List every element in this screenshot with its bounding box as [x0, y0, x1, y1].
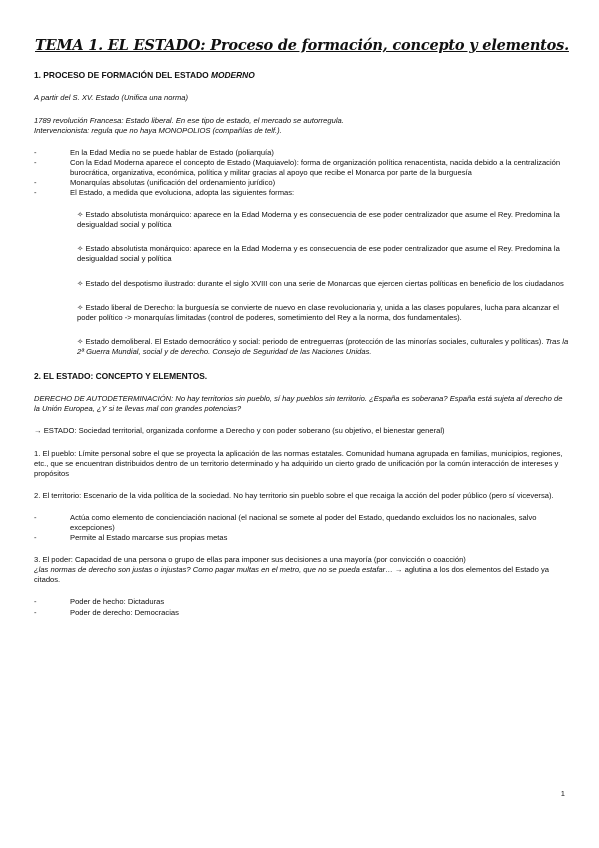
list-item: - Poder de derecho: Democracias	[70, 608, 570, 618]
section-2-heading: 2. EL ESTADO: CONCEPTO Y ELEMENTOS.	[34, 371, 208, 382]
section-1-heading: 1. PROCESO DE FORMACIÓN DEL ESTADO MODERNO	[34, 70, 255, 81]
pueblo-paragraph: 1. El pueblo: Límite personal sobre el que se proyecta la aplicación de las normas estatales. Comunidad humana agrupada en familias, municipios, regiones, etc., que se encuentran distribuidos dentro de un territorio determinado y ha adquirido un cierto grado de unificación por la común interacción de intereses y propósitos	[34, 448, 563, 478]
intro-line: A partir del S. XV. Estado (Unifica una norma)	[34, 93, 189, 103]
list-item: - En la Edad Media no se puede hablar de Estado (poliarquía)	[70, 148, 570, 158]
document-title: TEMA 1. EL ESTADO: Proceso de formación, concepto y elementos.	[35, 37, 569, 54]
revolution-note: 1789 revolución Francesa: Estado liberal. En ese tipo de estado, el mercado se autorregula. Intervencionista: regula que no haya MONOPOLIOS (compañías de telf.).	[34, 115, 344, 135]
state-form-item: ✧ Estado liberal de Derecho: la burguesía se convierte de nuevo en clase revolucionaria y, unida a las clases populares, lucha para alcanzar el poder político -> monarquías limitadas (control de poderes, sometimiento del Rey a la norma, dos fundamentales).	[77, 302, 559, 322]
poder-paragraph: 3. El poder: Capacidad de una persona o grupo de ellas para imponer sus decisiones a una mayoría (por convicción o coacción) ¿las normas de derecho son justas o injustas? Como pagar multas en el metro, que no se pueda estafar… → aglutina a los dos elementos del Estado ya citados.	[34, 555, 549, 585]
territorio-paragraph: 2. El territorio: Escenario de la vida política de la sociedad. No hay territorio sin pueblo sobre el que recaiga la acción del poder público (pero sí viceversa).	[34, 490, 554, 500]
list-item: - Poder de hecho: Dictaduras	[70, 597, 570, 607]
list-item: - Permite al Estado marcarse sus propias metas	[70, 533, 570, 543]
estado-definition: → ESTADO: Sociedad territorial, organizada conforme a Derecho y con poder soberano (su objetivo, el bienestar general)	[34, 426, 445, 436]
state-form-item: ✧ Estado absolutista monárquico: aparece en la Edad Moderna y es consecuencia de ese poder centralizador que asume el Rey. Predomina la desigualdad social y política	[77, 210, 560, 230]
history-list	[34, 148, 570, 198]
territorio-list	[34, 513, 570, 543]
poder-list	[34, 597, 570, 617]
autodeterminacion-note: DERECHO DE AUTODETERMINACIÓN: No hay territorios sin pueblo, sí hay pueblos sin territorio. ¿España es soberana? España está sujeta al derecho de la Unión Europea, ¿Y si te llevas mal con grandes potencias?	[34, 394, 563, 414]
list-item: - Con la Edad Moderna aparece el concepto de Estado (Maquiavelo): forma de organización política renacentista, nacida debido a la centralización burocrática, organizativa, económica, política y militar gracias al apoyo que recibe el Monarca por parte de la burguesía	[70, 158, 570, 178]
list-item: - Monarquías absolutas (unificación del ordenamiento jurídico)	[70, 178, 570, 188]
state-form-item: ✧ Estado absolutista monárquico: aparece en la Edad Moderna y es consecuencia de ese poder centralizador que asume el Rey. Predomina la desigualdad social y política	[77, 244, 560, 264]
state-form-item: ✧ Estado demoliberal. El Estado democrático y social: periodo de entreguerras (protección de las minorías sociales, culturales y políticas). Tras la 2ª Guerra Mundial, social y de derecho. Consejo de Seguridad de las Naciones Unidas.	[77, 336, 569, 356]
page-number: 1	[560, 789, 565, 798]
list-item: - Actúa como elemento de concienciación nacional (el nacional se somete al poder del Estado, quedando excluidos los no nacionales, salvo excepciones)	[70, 513, 570, 533]
list-item: - El Estado, a medida que evoluciona, adopta las siguientes formas:	[70, 188, 570, 198]
state-form-item: ✧ Estado del despotismo ilustrado: durante el siglo XVIII con una serie de Monarcas que ejercen ciertas políticas en beneficio de los ciudadanos	[77, 278, 564, 288]
document-page	[34, 30, 570, 630]
